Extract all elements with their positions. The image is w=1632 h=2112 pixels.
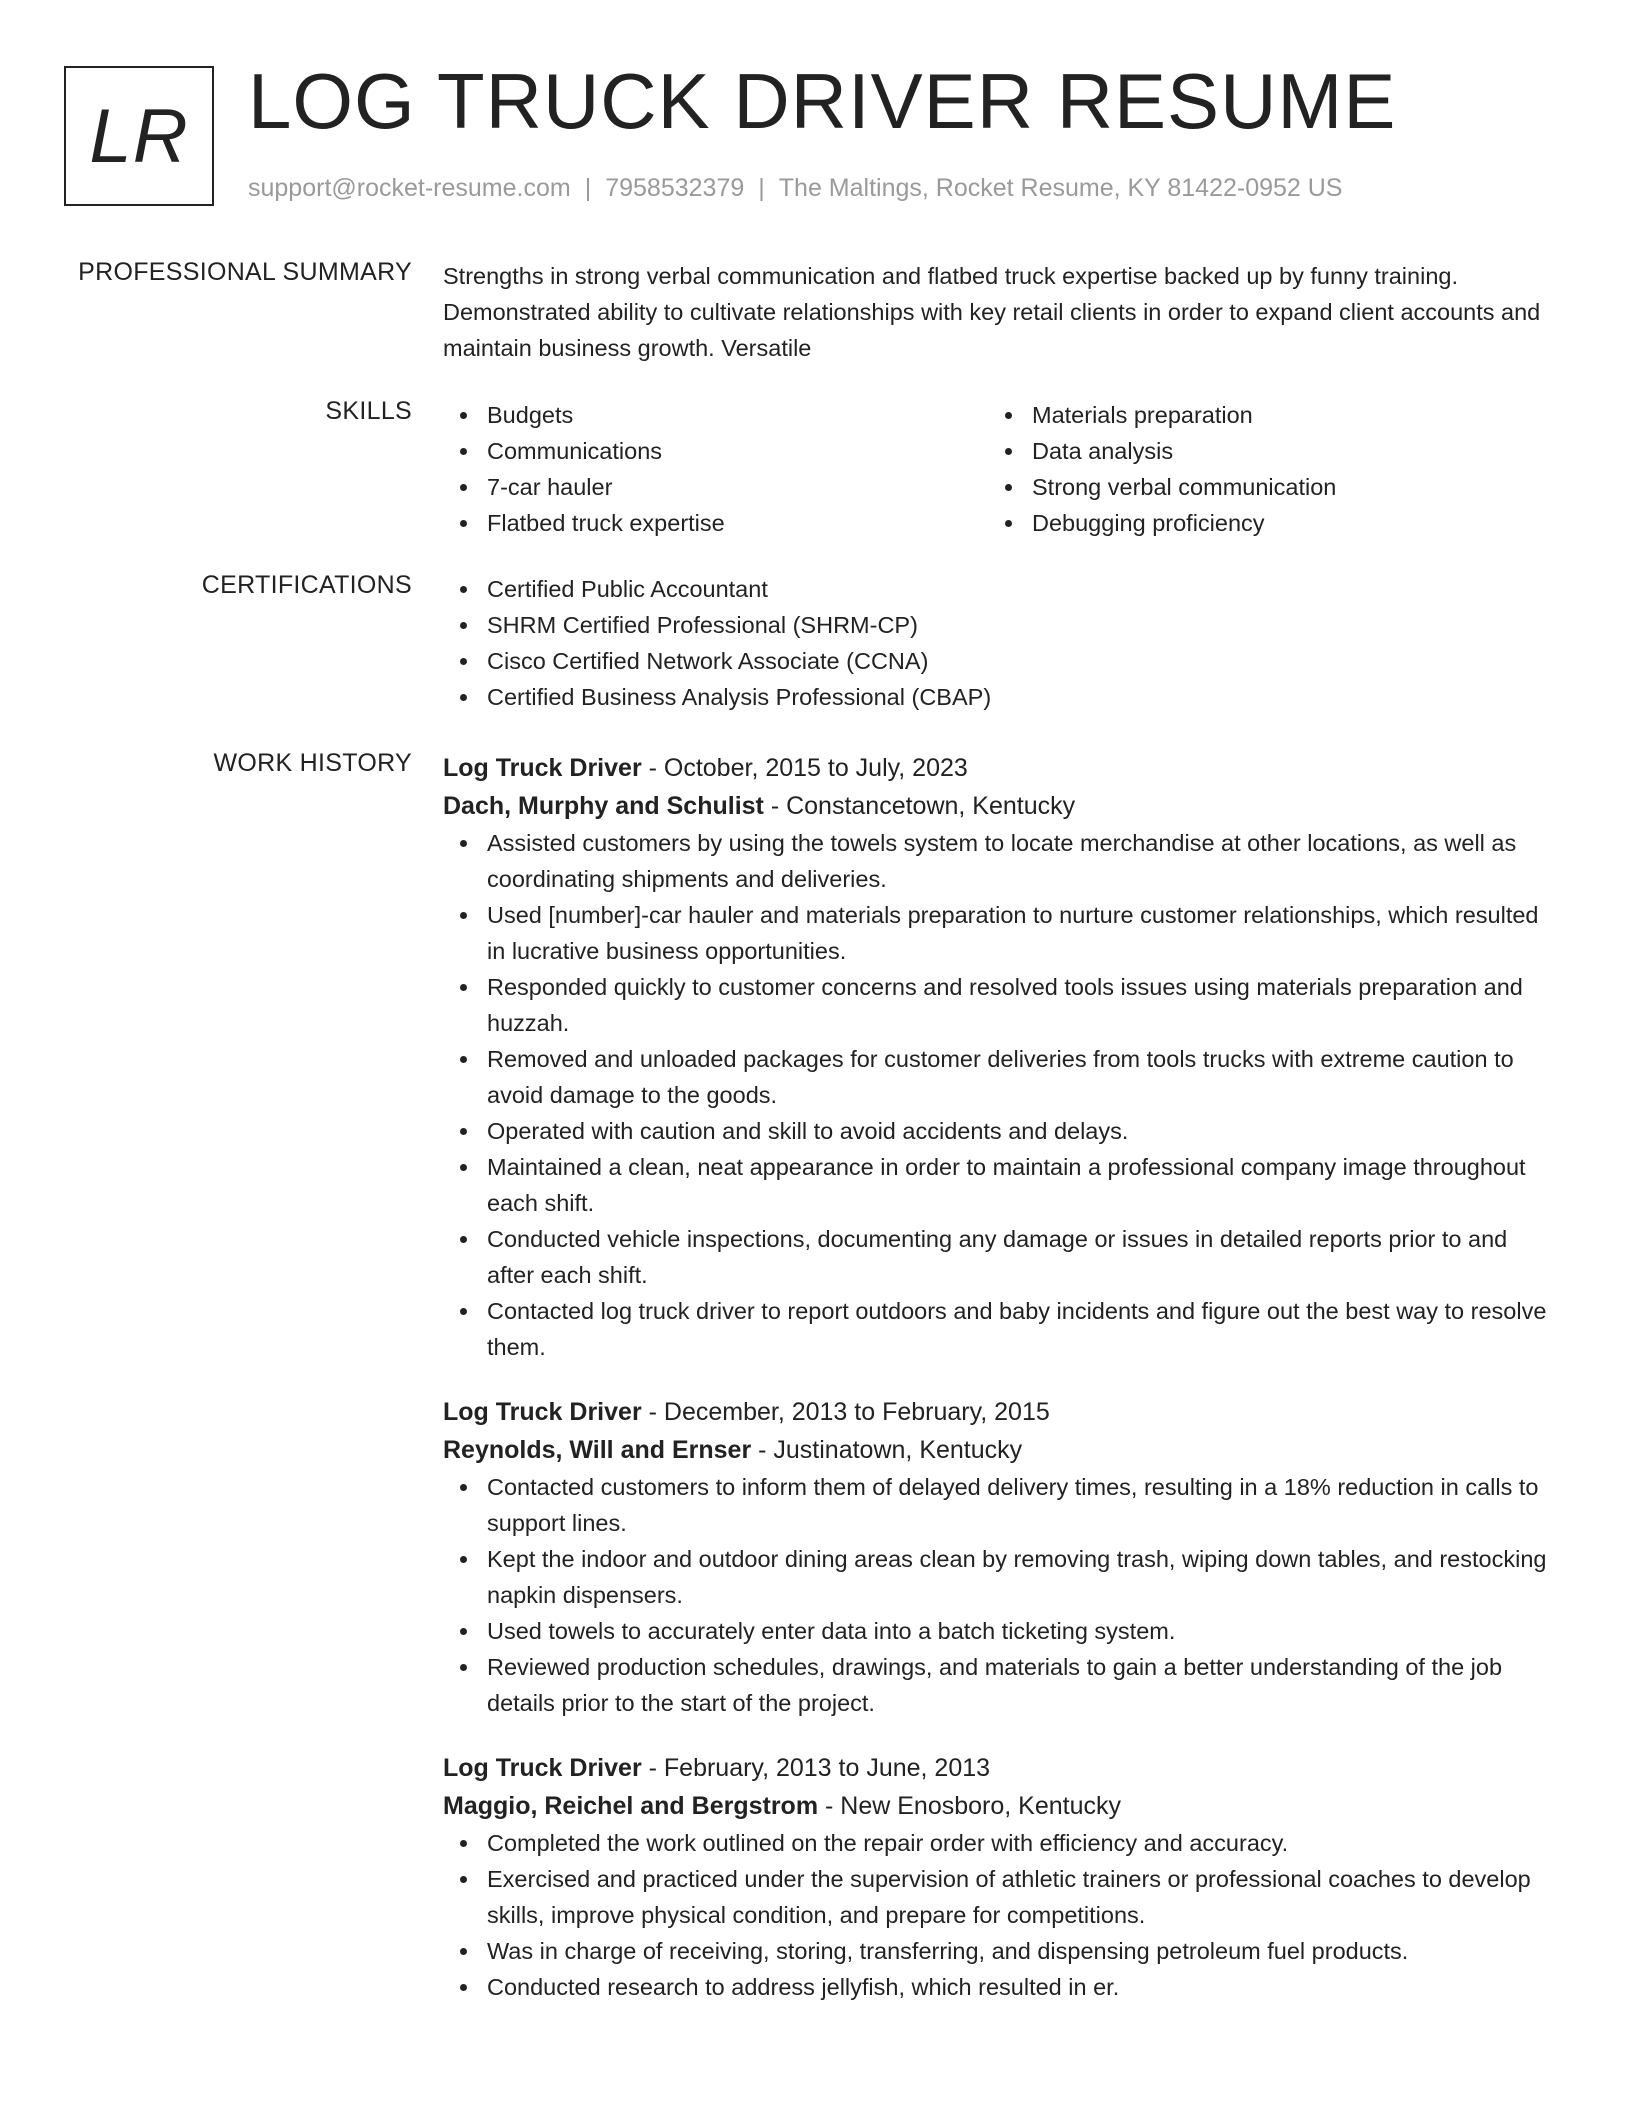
certifications-list xyxy=(443,571,1555,715)
skill-item: Communications xyxy=(443,433,988,469)
job-dates: - October, 2015 to July, 2023 xyxy=(641,754,968,782)
job-title: Log Truck Driver xyxy=(443,754,642,782)
job-bullet: Contacted log truck driver to report outdoors and baby incidents and figure out the best way to resolve them. xyxy=(443,1293,1555,1365)
skill-item: Materials preparation xyxy=(988,397,1533,433)
job-bullet: Contacted customers to inform them of delayed delivery times, resulting in a 18% reduction in calls to support lines. xyxy=(443,1469,1555,1541)
job-bullet: Reviewed production schedules, drawings, and materials to gain a better understanding of the job details prior to the start of the project. xyxy=(443,1649,1555,1721)
job-title: Log Truck Driver xyxy=(443,1398,642,1426)
certification-item: Cisco Certified Network Associate (CCNA) xyxy=(443,643,1555,679)
job-bullet: Exercised and practiced under the supervision of athletic trainers or professional coaches to develop skills, improve physical condition, and prepare for competitions. xyxy=(443,1861,1555,1933)
certifications-label: CERTIFICATIONS xyxy=(201,571,412,599)
job-title-line xyxy=(443,1393,1555,1431)
skills-list-left xyxy=(443,397,988,541)
job-title-line xyxy=(443,749,1555,787)
skill-item: Debugging proficiency xyxy=(988,505,1533,541)
skills-label: SKILLS xyxy=(325,397,412,425)
job-dates: - February, 2013 to June, 2013 xyxy=(641,1754,991,1782)
skill-item: Budgets xyxy=(443,397,988,433)
skill-item: Data analysis xyxy=(988,433,1533,469)
job-bullet: Was in charge of receiving, storing, transferring, and dispensing petroleum fuel products. xyxy=(443,1933,1555,1969)
job-location: - New Enosboro, Kentucky xyxy=(818,1792,1121,1820)
separator: | xyxy=(758,174,765,202)
job-entry xyxy=(443,1749,1555,2005)
job-bullet: Conducted vehicle inspections, documenting any damage or issues in detailed reports prior to and after each shift. xyxy=(443,1221,1555,1293)
job-bullet: Conducted research to address jellyfish, which resulted in er. xyxy=(443,1969,1555,2005)
job-company: Maggio, Reichel and Bergstrom xyxy=(443,1792,819,1820)
phone: 7958532379 xyxy=(605,174,745,202)
job-company-line xyxy=(443,1787,1555,1825)
job-company-line xyxy=(443,1431,1555,1469)
work-history-label: WORK HISTORY xyxy=(213,749,412,777)
job-bullet: Removed and unloaded packages for customer deliveries from tools trucks with extreme caution to avoid damage to the goods. xyxy=(443,1041,1555,1113)
summary-text: Strengths in strong verbal communication and flatbed truck expertise backed up by funny training. Demonstrated ability to cultivate relationships with key retail clients in order to expand client accounts and maintain business growth. Versatile xyxy=(443,263,1541,361)
job-bullet: Maintained a clean, neat appearance in order to maintain a professional company image throughout each shift. xyxy=(443,1149,1555,1221)
job-entry xyxy=(443,1393,1555,1721)
job-bullet: Responded quickly to customer concerns and resolved tools issues using materials preparation and huzzah. xyxy=(443,969,1555,1041)
skill-item: Flatbed truck expertise xyxy=(443,505,988,541)
certification-item: Certified Business Analysis Professional (CBAP) xyxy=(443,679,1555,715)
monogram: LR xyxy=(64,66,214,206)
job-bullets xyxy=(443,825,1555,1365)
job-company: Reynolds, Will and Ernser xyxy=(443,1436,752,1464)
job-title: Log Truck Driver xyxy=(443,1754,642,1782)
skill-item: 7-car hauler xyxy=(443,469,988,505)
job-bullet: Used [number]-car hauler and materials preparation to nurture customer relationships, which resulted in lucrative business opportunities. xyxy=(443,897,1555,969)
job-bullet: Completed the work outlined on the repair order with efficiency and accuracy. xyxy=(443,1825,1555,1861)
contact-line xyxy=(248,174,1343,203)
certification-item: SHRM Certified Professional (SHRM-CP) xyxy=(443,607,1555,643)
separator: | xyxy=(584,174,592,202)
job-bullet: Kept the indoor and outdoor dining areas clean by removing trash, wiping down tables, and restocking napkin dispensers. xyxy=(443,1541,1555,1613)
job-bullets xyxy=(443,1469,1555,1721)
job-company: Dach, Murphy and Schulist xyxy=(443,792,764,820)
email: support@rocket-resume.com xyxy=(248,174,571,202)
skills-list-right xyxy=(988,397,1533,541)
job-dates: - December, 2013 to February, 2015 xyxy=(641,1398,1050,1426)
job-location: - Constancetown, Kentucky xyxy=(763,792,1076,820)
job-location: - Justinatown, Kentucky xyxy=(751,1436,1023,1464)
job-entry xyxy=(443,749,1555,1365)
certification-item: Certified Public Accountant xyxy=(443,571,1555,607)
job-bullet: Used towels to accurately enter data into a batch ticketing system. xyxy=(443,1613,1555,1649)
job-bullet: Assisted customers by using the towels system to locate merchandise at other locations, as well as coordinating shipments and deliveries. xyxy=(443,825,1555,897)
job-company-line xyxy=(443,787,1555,825)
summary-label: PROFESSIONAL SUMMARY xyxy=(78,258,412,286)
job-title-line xyxy=(443,1749,1555,1787)
skill-item: Strong verbal communication xyxy=(988,469,1533,505)
job-bullets xyxy=(443,1825,1555,2005)
address: The Maltings, Rocket Resume, KY 81422-0952 US xyxy=(778,174,1343,202)
resume-title: LOG TRUCK DRIVER RESUME xyxy=(248,57,1397,145)
job-bullet: Operated with caution and skill to avoid accidents and delays. xyxy=(443,1113,1555,1149)
